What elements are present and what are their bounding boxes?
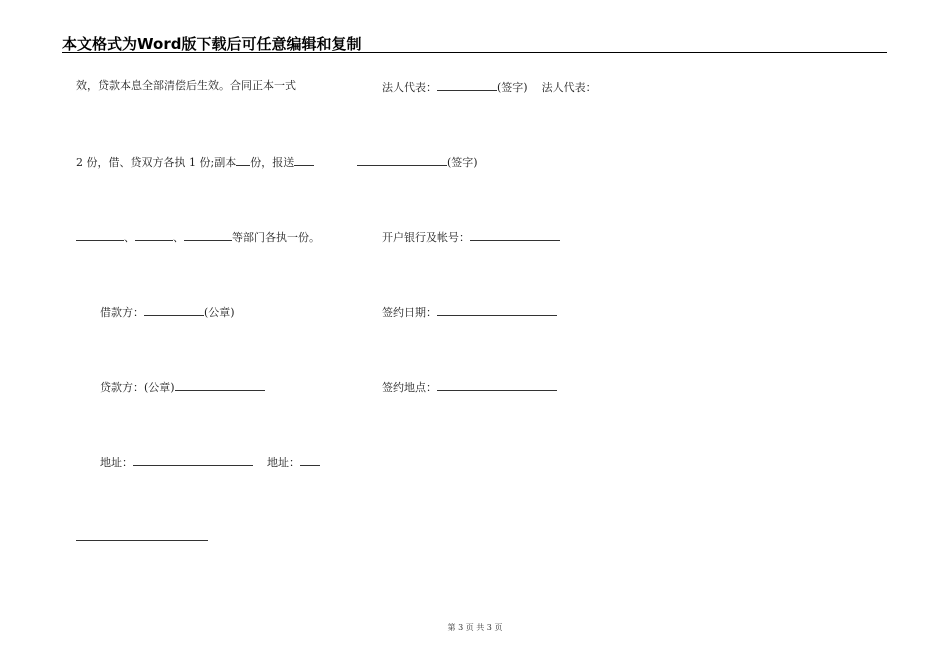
sign-place-field[interactable] xyxy=(437,379,557,391)
sign-date-field[interactable] xyxy=(437,304,557,316)
lender-field[interactable] xyxy=(175,379,265,391)
blank-field[interactable] xyxy=(184,229,232,241)
blank-field[interactable] xyxy=(294,154,314,166)
sign-date-line: 签约日期： xyxy=(382,304,557,320)
header-title: 本文格式为Word版下载后可任意编辑和复制 xyxy=(62,35,362,53)
address-line: 地址： 地址： xyxy=(100,454,320,470)
legal-rep-line: 法人代表： (签字) 法人代表： xyxy=(382,81,597,94)
blank-field[interactable] xyxy=(135,229,173,241)
legal-rep-sign-line: (签字) xyxy=(357,154,478,170)
header-rule xyxy=(62,52,887,53)
contract-text-line-1: 效，贷款本息全部清偿后生效。合同正本一式 xyxy=(76,79,296,92)
lender-line: 贷款方：(公章) xyxy=(100,379,265,395)
address-continuation-blank[interactable] xyxy=(76,540,208,541)
bank-account-field[interactable] xyxy=(470,229,560,241)
contract-text-line-2: 2 份，借、贷双方各执 1 份;副本 份，报送 xyxy=(76,154,314,170)
blank-field[interactable] xyxy=(236,154,250,166)
blank-field[interactable] xyxy=(76,229,124,241)
bank-account-line: 开户银行及帐号： xyxy=(382,229,560,245)
contract-text-line-3: 、 、 等部门各执一份。 xyxy=(76,229,320,245)
address-field-1[interactable] xyxy=(133,454,253,466)
borrower-line: 借款方： (公章) xyxy=(100,306,235,319)
borrower-field[interactable] xyxy=(144,304,204,316)
address-field-2[interactable] xyxy=(300,454,320,466)
legal-rep-field[interactable] xyxy=(437,79,497,91)
legal-rep-field-2[interactable] xyxy=(357,154,447,166)
page-footer: 第 3 页 共 3 页 xyxy=(447,623,503,632)
sign-place-line: 签约地点： xyxy=(382,379,557,395)
